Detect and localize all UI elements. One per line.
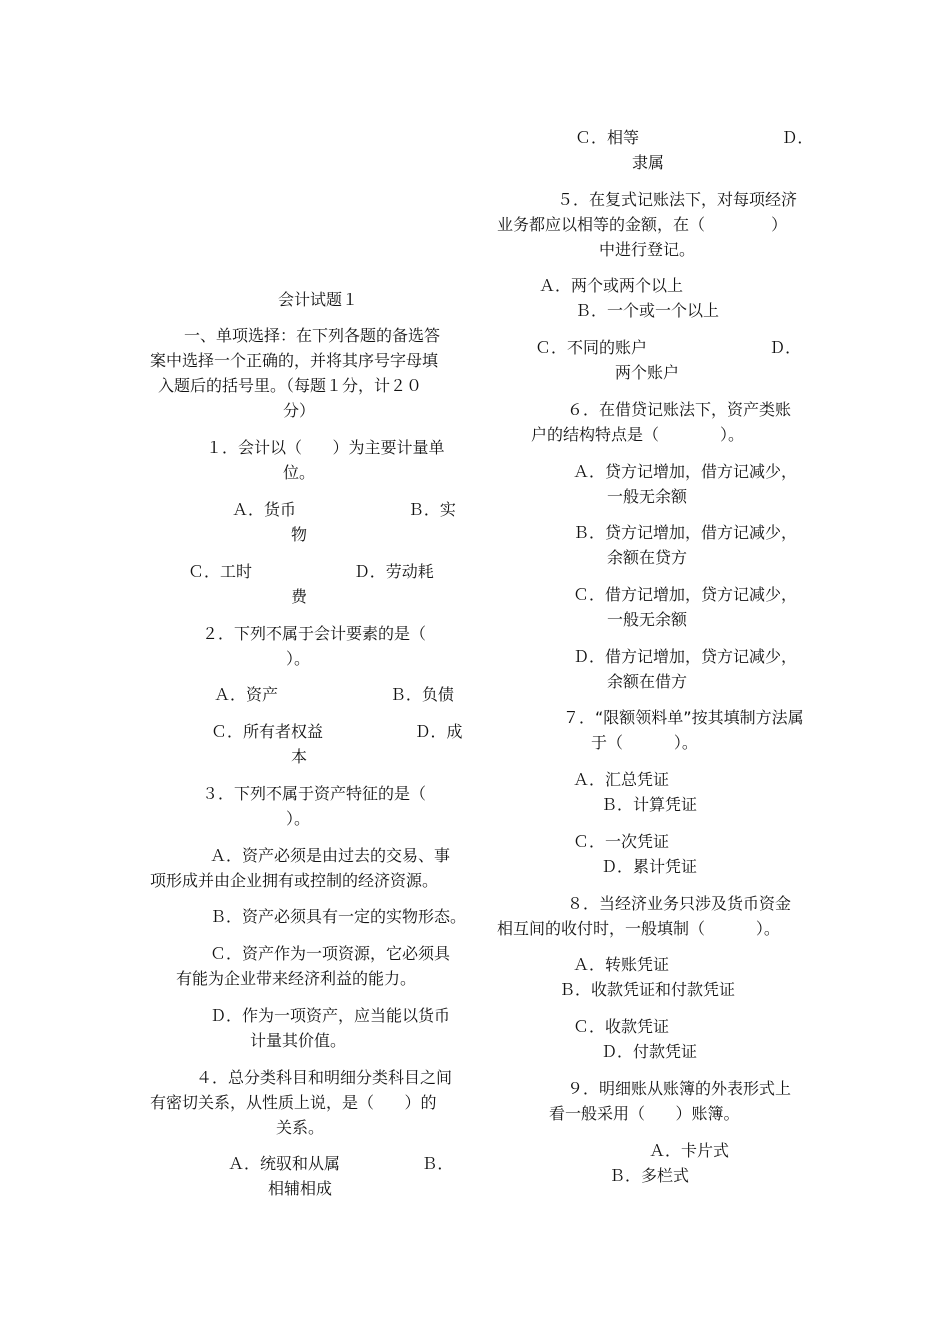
text-line: ３．下列不属于资产特征的是（ — [202, 784, 427, 803]
text-line: ９．明细账从账簿的外表形式上 — [567, 1079, 792, 1098]
text-line: Ａ．统驭和从属 Ｂ． — [228, 1154, 454, 1173]
text-line: 关系。 — [276, 1118, 325, 1137]
text-line: Ａ．两个或两个以上 — [539, 276, 684, 295]
text-line: ７．“限额领料单”按其填制方法属 — [563, 708, 804, 727]
text-line: 余额在借方 — [607, 672, 688, 691]
text-line: 物 — [291, 525, 308, 544]
text-line: ８．当经济业务只涉及货币资金 — [567, 894, 792, 913]
text-line: ２．下列不属于会计要素的是（ — [202, 624, 427, 643]
text-line: Ａ．资产必须是由过去的交易、事 — [210, 846, 451, 865]
text-line: 分） — [283, 401, 316, 420]
text-line: Ｃ．收款凭证 — [573, 1017, 670, 1036]
text-line: 中进行登记。 — [599, 240, 696, 259]
text-line: 案中选择一个正确的，并将其序号字母填 — [150, 351, 439, 370]
text-line: 余额在贷方 — [607, 548, 688, 567]
text-line: Ｃ．所有者权益 Ｄ．成 — [211, 722, 463, 741]
text-line: 两个账户 — [615, 363, 680, 382]
text-line: ）。 — [286, 649, 311, 668]
text-line: ）。 — [286, 809, 311, 828]
text-line: Ａ．货币 Ｂ．实 — [232, 500, 456, 519]
text-line: 本 — [291, 747, 308, 766]
text-line: Ａ．贷方记增加，借方记减少， — [573, 462, 798, 481]
text-line: 计量其价值。 — [250, 1031, 347, 1050]
text-line: Ｃ．不同的账户 Ｄ． — [535, 338, 802, 357]
text-line: Ｂ．资产必须具有一定的实物形态。 — [210, 907, 467, 926]
text-line: Ｂ．一个或一个以上 — [575, 301, 720, 320]
text-line: 一、单项选择：在下列各题的备选答 — [184, 326, 441, 345]
text-line: Ｂ．贷方记增加，借方记减少， — [573, 523, 798, 542]
text-line: Ｂ．多栏式 — [609, 1166, 690, 1185]
text-line: Ａ．资产 Ｂ．负债 — [214, 685, 454, 704]
text-line: １．会计以（ ）为主要计量单 — [206, 438, 445, 457]
text-line: 隶属 — [632, 153, 665, 172]
text-line: Ｄ．累计凭证 — [601, 857, 698, 876]
text-line: 于（ ）。 — [591, 733, 698, 752]
text-line: 相辅相成 — [268, 1179, 333, 1198]
text-line: 一般无余额 — [607, 487, 688, 506]
text-line: 看一般采用（ ）账簿。 — [549, 1104, 740, 1123]
text-line: Ｂ．计算凭证 — [601, 795, 698, 814]
text-line: 有密切关系，从性质上说，是（ ）的 — [150, 1093, 437, 1112]
text-line: Ａ．卡片式 — [649, 1141, 730, 1160]
text-line: 位。 — [283, 463, 316, 482]
text-line: Ｃ．工时 Ｄ．劳动耗 — [188, 562, 434, 581]
text-line: 入题后的括号里。（每题１分，计２０ — [158, 376, 423, 395]
text-line: Ｄ．付款凭证 — [601, 1042, 698, 1061]
text-line: Ｄ．作为一项资产，应当能以货币 — [210, 1006, 451, 1025]
text-line: Ａ．转账凭证 — [573, 955, 670, 974]
text-line: Ｃ．相等 Ｄ． — [575, 128, 814, 147]
text-line: Ｃ．借方记增加，贷方记减少， — [573, 585, 798, 604]
text-line: ６．在借贷记账法下，资产类账 — [567, 400, 792, 419]
text-line: 有能为企业带来经济利益的能力。 — [176, 969, 417, 988]
text-line: 费 — [291, 587, 308, 606]
text-line: Ｃ．资产作为一项资源，它必须具 — [210, 944, 451, 963]
text-line: 一般无余额 — [607, 610, 688, 629]
text-line: Ｃ．一次凭证 — [573, 832, 670, 851]
text-line: Ａ．汇总凭证 — [573, 770, 670, 789]
text-line: 会计试题１ — [278, 290, 359, 309]
text-line: 业务都应以相等的金额，在（ ） — [497, 215, 788, 234]
text-line: 相互间的收付时，一般填制（ ）。 — [497, 919, 780, 938]
text-line: Ｄ．借方记增加，贷方记减少， — [573, 647, 798, 666]
text-line: ５．在复式记账法下，对每项经济 — [557, 190, 798, 209]
text-line: Ｂ．收款凭证和付款凭证 — [559, 980, 736, 999]
text-line: 项形成并由企业拥有或控制的经济资源。 — [150, 871, 439, 890]
text-line: ４．总分类科目和明细分类科目之间 — [196, 1068, 453, 1087]
text-line: 户的结构特点是（ ）。 — [531, 425, 745, 444]
